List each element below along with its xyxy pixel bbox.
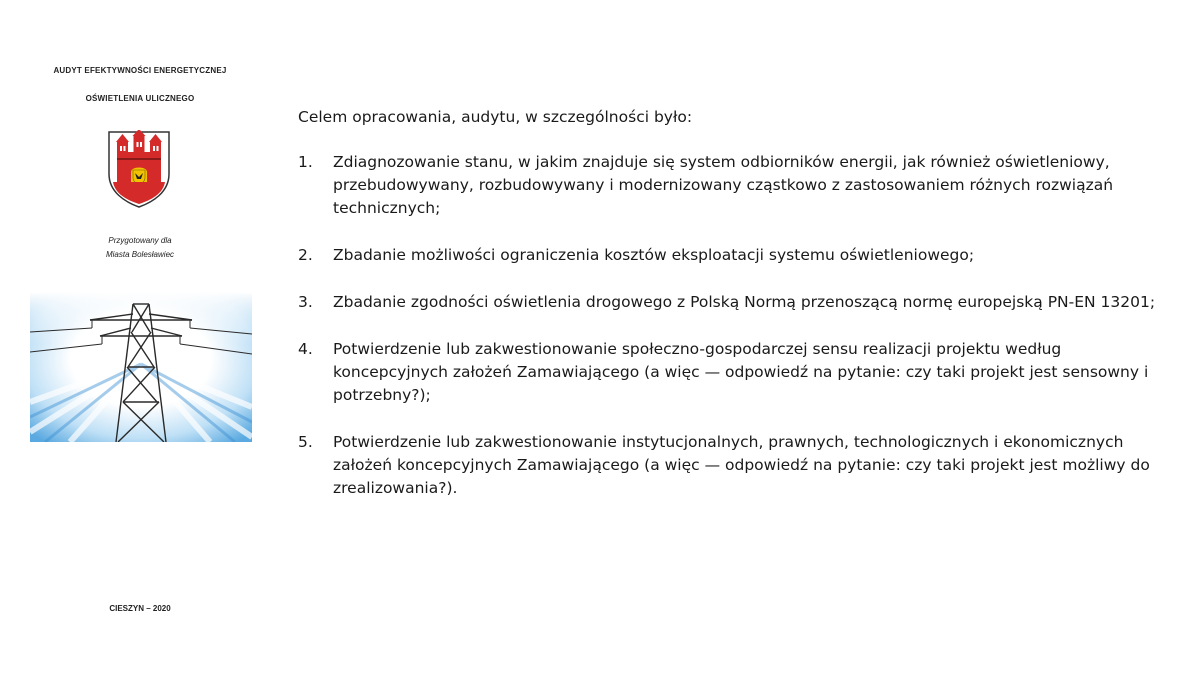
audit-goals-section bbox=[298, 106, 1158, 524]
list-item-number: 4. bbox=[298, 340, 313, 358]
intro-text: Celem opracowania, audytu, w szczególności było: bbox=[298, 108, 693, 126]
cover-footer: CIESZYN – 2020 bbox=[109, 604, 171, 613]
list-item-text: Potwierdzenie lub zakwestionowanie społeczno-gospodarczej sensu realizacji projektu według koncepcyjnych założeń Zamawiającego (a więc — odpowiedź na pytanie: czy taki projekt jest sensowny i potrzebny?); bbox=[333, 340, 1149, 404]
list-item-text: Zdiagnozowanie stanu, w jakim znajduje się system odbiorników energii, jak również oświetleniowy, przebudowywany, rozbudowywany i modernizowany cząstkowo z zastosowaniem różnych rozwiązań technicznych; bbox=[333, 153, 1114, 217]
report-cover bbox=[20, 60, 260, 630]
list-item-number: 5. bbox=[298, 433, 313, 451]
prepared-for-city: Miasta Bolesławiec bbox=[105, 250, 175, 259]
city-coat-of-arms-icon bbox=[107, 130, 171, 208]
cover-title-line1: AUDYT EFEKTYWNOŚCI ENERGETYCZNEJ bbox=[53, 66, 227, 75]
prepared-for-label: Przygotowany dla bbox=[108, 236, 172, 245]
list-item-text: Zbadanie możliwości ograniczenia kosztów eksploatacji systemu oświetleniowego; bbox=[333, 246, 975, 264]
list-item bbox=[298, 431, 1158, 500]
list-item bbox=[298, 244, 1158, 267]
list-item-text: Zbadanie zgodności oświetlenia drogowego z Polską Normą przenoszącą normę europejską PN-EN 13201; bbox=[333, 293, 1156, 311]
list-item bbox=[298, 151, 1158, 220]
list-item-number: 3. bbox=[298, 293, 313, 311]
power-pylon-image bbox=[30, 292, 252, 442]
list-item bbox=[298, 338, 1158, 407]
list-item bbox=[298, 291, 1158, 314]
list-item-text: Potwierdzenie lub zakwestionowanie instytucjonalnych, prawnych, technologicznych i ekonomicznych założeń koncepcyjnych Zamawiającego (a więc — odpowiedź na pytanie: czy taki projekt jest możliwy do zrealizowania?). bbox=[333, 433, 1150, 497]
list-item-number: 1. bbox=[298, 153, 313, 171]
list-item-number: 2. bbox=[298, 246, 313, 264]
cover-title-line2: OŚWIETLENIA ULICZNEGO bbox=[85, 94, 195, 103]
goals-list bbox=[298, 151, 1158, 500]
